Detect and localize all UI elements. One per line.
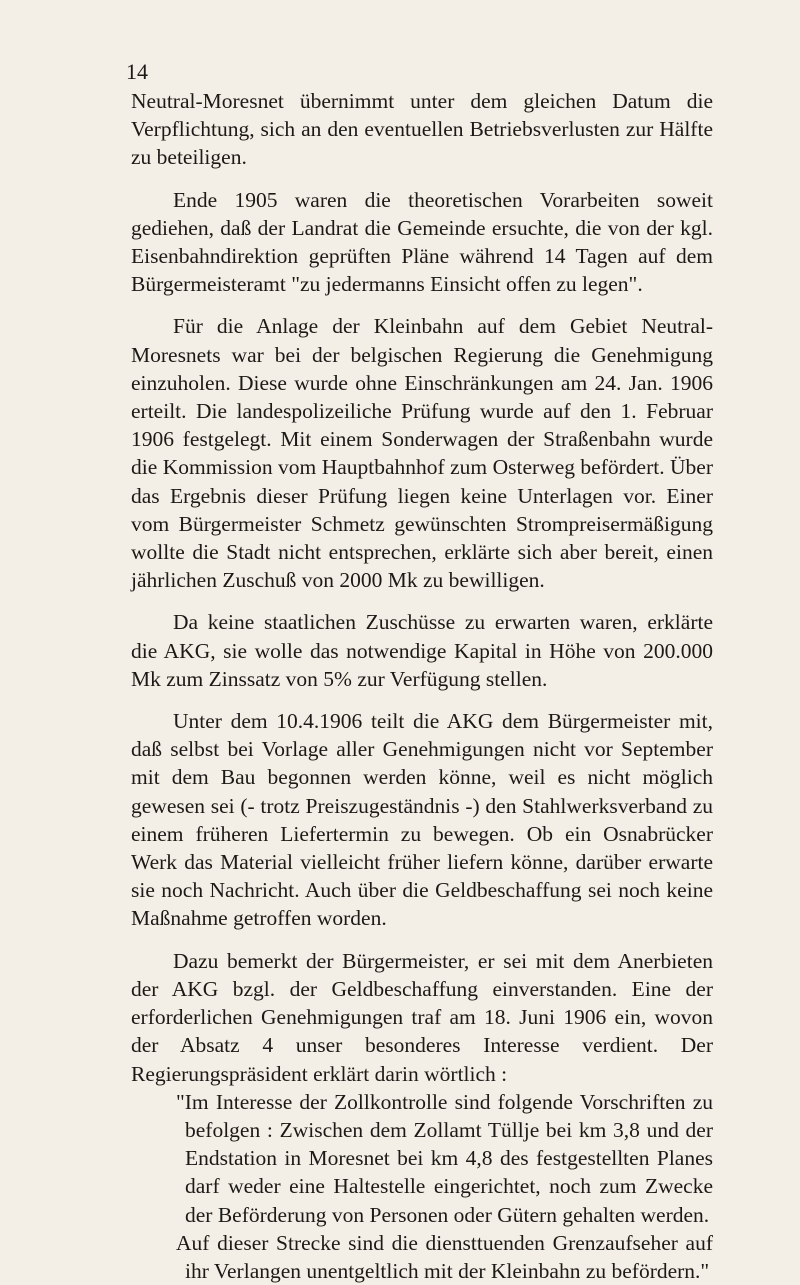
page-number: 14	[126, 59, 148, 84]
paragraph-continuation: Neutral-Moresnet übernimmt unter dem gleichen Datum die Verpflichtung, sich an den eventuellen Betriebsverlusten zur Hälfte zu beteiligen.	[131, 89, 713, 170]
body-text	[131, 87, 713, 1285]
paragraph-construction-delay: Unter dem 10.4.1906 teilt die AKG dem Bürgermeister mit, daß selbst bei Vorlage aller Genehmigungen nicht vor September mit dem Bau begonnen werden könne, weil es nicht möglich gewesen sei (- trotz Preiszugeständnis -) den Stahlwerksverband zu einem früheren Liefertermin zu bewegen. Ob ein Osnabrücker Werk das Material vielleicht früher liefern könne, darüber erwarte sie noch Nachricht. Auch über die Geldbeschaffung sei noch keine Maßnahme getroffen worden.	[131, 709, 713, 931]
quote-customs-rules: "Im Interesse der Zollkontrolle sind folgende Vorschriften zu befolgen : Zwischen dem Zollamt Tüllje bei km 3,8 und der Endstation in Moresnet bei km 4,8 des festgestellten Planes darf weder eine Haltestelle eingerichtet, noch zum Zwecke der Beförderung von Personen oder Gütern gehalten werden.	[176, 1089, 713, 1227]
paragraph-mayor-remark: Dazu bemerkt der Bürgermeister, er sei mit dem Anerbieten der AKG bzgl. der Geldbeschaffung einverstanden. Eine der erforderlichen Genehmigungen traf am 18. Juni 1906 ein, wovon der Absatz 4 unser besonderes Interesse verdient. Der Regierungspräsident erklärt darin wörtlich :	[131, 948, 713, 1086]
paragraph-1905-plans: Ende 1905 waren die theoretischen Vorarbeiten soweit gediehen, daß der Landrat die Gemeinde ersuchte, die von der kgl. Eisenbahndirektion geprüften Pläne während 14 Tagen auf dem Bürgermeisteramt "zu jedermanns Einsicht offen zu legen".	[131, 187, 713, 297]
paragraph-belgian-approval: Für die Anlage der Kleinbahn auf dem Gebiet Neutral-Moresnets war bei der belgischen Regierung die Genehmigung einzuholen. Diese wurde ohne Einschränkungen am 24. Jan. 1906 erteilt. Die landespolizeiliche Prüfung wurde auf den 1. Februar 1906 festgelegt. Mit einem Sonderwagen der Straßenbahn wurde die Kommission vom Hauptbahnhof zum Osterweg befördert. Über das Ergebnis dieser Prüfung liegen keine Unterlagen vor. Einer vom Bürgermeister Schmetz gewünschten Strompreisermäßigung wollte die Stadt nicht entsprechen, erklärte sich aber bereit, einen jährlichen Zuschuß von 2000 Mk zu bewilligen.	[131, 314, 713, 593]
paragraph-capital: Da keine staatlichen Zuschüsse zu erwarten waren, erklärte die AKG, sie wolle das notwendige Kapital in Höhe von 200.000 Mk zum Zinssatz von 5% zur Verfügung stellen.	[131, 610, 713, 691]
quote-border-guards: Auf dieser Strecke sind die diensttuenden Grenzaufseher auf ihr Verlangen unentgeltlich mit der Kleinbahn zu befördern."	[176, 1230, 713, 1283]
